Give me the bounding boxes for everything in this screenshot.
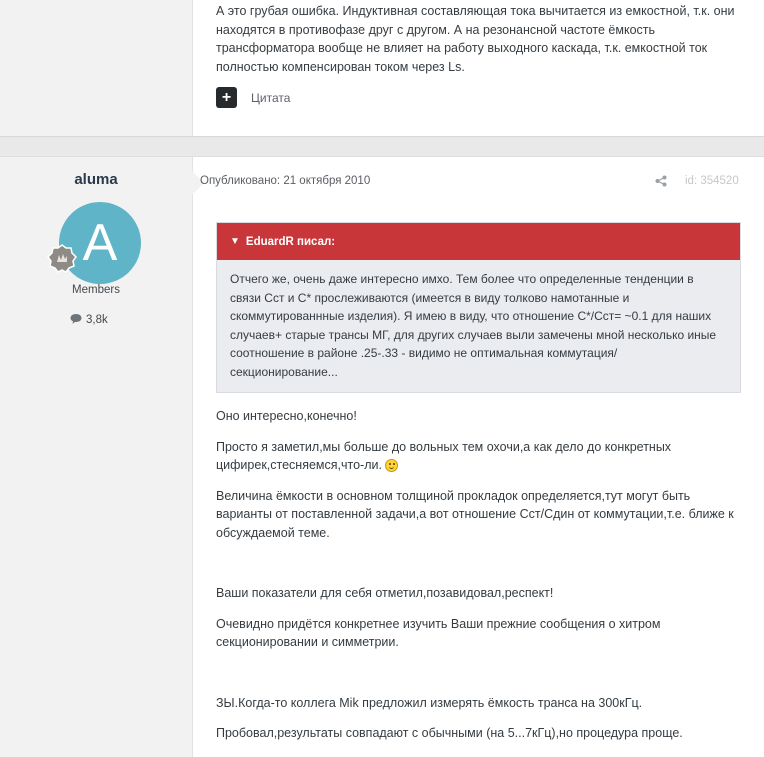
quote-body — [217, 260, 740, 381]
comment-icon — [70, 313, 82, 327]
multiquote-plus-button[interactable]: + — [216, 87, 237, 108]
avatar[interactable]: A — [59, 202, 141, 284]
post-paragraph — [216, 456, 744, 475]
post-text-line: А это грубая ошибка. Индуктивная составляющая тока вычитается из емкостной, т.к. они — [216, 4, 735, 18]
post-actions — [216, 87, 290, 108]
quote-header[interactable] — [217, 223, 740, 260]
post-paragraph: ЗЫ.Когда-то коллега Mik предложил измерять ёмкость транса на 300кГц. — [216, 695, 643, 710]
previous-post — [0, 0, 764, 137]
post-paragraph: варианты от поставленной задачи,а вот отношение Сст/Сдин от коммутации,т.е. ближе к — [216, 507, 734, 521]
post — [0, 156, 764, 757]
post-body — [216, 407, 744, 743]
post-paragraph: Величина ёмкости в основном толщиной прокладок определяется,тут могут быть — [216, 488, 691, 503]
post-date[interactable]: Опубликовано: 21 октября 2010 — [200, 175, 371, 187]
smiley-icon — [385, 459, 398, 472]
author-column — [0, 0, 193, 136]
post-content — [216, 2, 740, 76]
post-text-line: трансформатора вообще не влияет на работу выходного каскада, т.к. емкостной ток — [216, 41, 708, 55]
post-id[interactable]: id: 354520 — [685, 175, 739, 187]
share-icon[interactable] — [655, 175, 667, 190]
quote-line: Отчего же, очень даже интересно имхо. Тем более что определенные тенденции в — [230, 272, 694, 286]
post-text-line: полностью компенсирован током через Ls. — [216, 59, 465, 74]
post-paragraph: Очевидно придётся конкретнее изучить Ваши прежние сообщения о хитром — [216, 616, 661, 631]
reputation — [70, 313, 108, 327]
quote-author: EduardR писал: — [245, 235, 336, 248]
quote-block — [216, 222, 741, 393]
post-paragraph: Пробовал,результаты совпадают с обычными (на 5...7кГц),но процедура проще. — [216, 726, 683, 740]
quote-line: связи Сст и С* прослеживаются (имеется в виду толково намотанные и — [230, 290, 630, 305]
quote-line: секционирование... — [230, 364, 338, 379]
post-paragraph: Оно интересно,конечно! — [216, 409, 357, 423]
post-paragraph: обсуждаемой теме. — [216, 525, 330, 540]
quote-line: скоммутированнные изделия). Я имею в виду, что отношение С*/Сст= ~0.1 для наших — [230, 309, 712, 323]
post-paragraph: Ваши показатели для себя отметил,позавидовал,респект! — [216, 586, 554, 600]
chevron-down-icon: ▼ — [230, 236, 240, 247]
post-text-line: находятся в противофазе друг с другом. А на резонансной частоте ёмкость — [216, 22, 656, 37]
author-name[interactable]: aluma — [74, 171, 118, 188]
post-paragraph: секционировании и симметрии. — [216, 635, 399, 649]
reputation-count: 3,8k — [86, 314, 108, 326]
post-paragraph: Просто я заметил,мы больше до вольных тем охочи,а как дело до конкретных — [216, 439, 672, 454]
quote-line: соотношение в районе .25-.33 - видимо не оптимальная коммутация/ — [230, 346, 618, 360]
post-text: цифирек,стесняемся,что-ли. — [216, 458, 382, 472]
member-group: Members — [72, 284, 120, 296]
quote-button[interactable]: Цитата — [251, 90, 291, 105]
rank-badge-icon — [47, 244, 77, 274]
quote-line: случаев+ старые трансы МГ, для других случаев выли замечены мной несколько иные — [230, 327, 717, 342]
